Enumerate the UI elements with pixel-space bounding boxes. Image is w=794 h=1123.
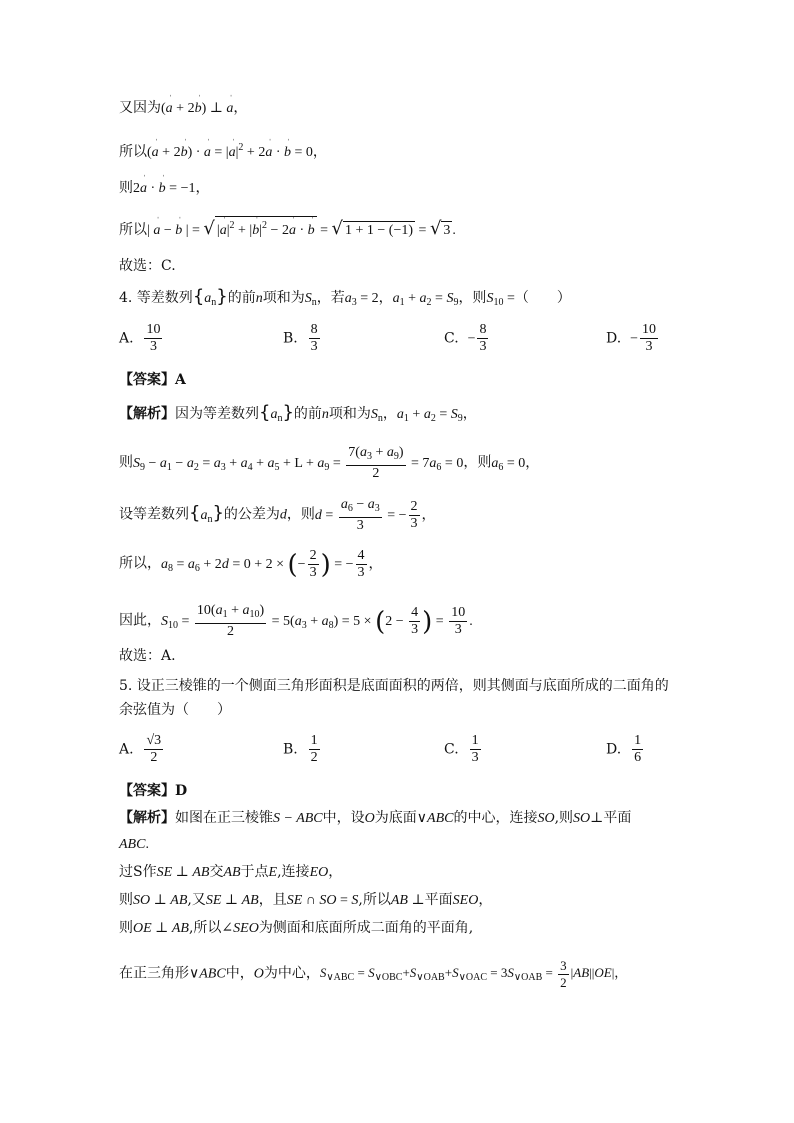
solution-line-5: 因此，$S_{10}$ = $\frac{10(a_1 + a_{10})}{2}$ = $5(a_3 + a_8) = 5 \times (2$ − $\frac{4}{3}$ ) = $\frac{10}{3}$ . <box>119 603 473 639</box>
q5-solution-line-6: 在正三角形∨ABC中，O为中心，$S_{\vee ABC} = S_{\vee OBC}+S_{\vee OAB}+S_{\vee OAC} = 3S_{\vee OAB}$ = $\frac{3}{2}$ |AB||OE|， <box>119 958 628 990</box>
option-numerator: 8 <box>479 322 487 337</box>
line-magnitude <box>119 216 456 241</box>
q5-sol-4d: ,所以 <box>358 892 391 908</box>
q5-option-d <box>606 733 645 766</box>
text-suo-yi-2: 所以 <box>119 222 147 238</box>
option-label: A. <box>119 330 134 347</box>
q5-sol-3d: ,连接 <box>277 864 310 880</box>
line-perpendicular <box>119 98 247 119</box>
sol-4a: 所以， <box>119 555 161 572</box>
q5-solution-line-4: 则SO ⊥ AB,又SE ⊥ AB，且SE ∩ SO = S,所以AB ⊥平面SEO， <box>119 892 493 908</box>
q4-option-c <box>444 322 490 355</box>
q5-option-b <box>283 733 322 766</box>
choice-a-line: 故选：A. <box>119 648 176 664</box>
q5-solution-line-1: 【解析】如图在正三棱锥S − ABC中，设O为底面∨ABC的中心，连接SO,则SO⊥平面 <box>119 810 632 826</box>
choice-c-line: 故选：C. <box>119 258 176 274</box>
answer-label-d: 【答案】D <box>119 783 188 799</box>
answer-label-a: 【答案】A <box>119 372 186 388</box>
text-ze: 则 <box>119 180 133 196</box>
sol-3b: 的公差为 <box>223 506 280 523</box>
option-label: D. <box>606 741 622 758</box>
option-sign: − <box>467 331 476 347</box>
option-denominator: 3 <box>149 339 157 354</box>
q5-sol-4e: 平面 <box>424 892 453 908</box>
text-suo-yi: 所以 <box>119 144 147 160</box>
option-sign: − <box>630 331 638 347</box>
text-you-yin-wei: 又因为 <box>119 100 161 116</box>
option-denominator: 3 <box>471 750 479 765</box>
q5-sol-1e: ,则 <box>554 810 574 826</box>
q4-text-4: ，若 <box>316 290 345 306</box>
q5-sol-5b: ,所以 <box>188 920 222 936</box>
formula-perp: (ˈ a + 2ˈ b) ⊥ ˈ a， <box>161 101 247 116</box>
option-label: D. <box>606 330 622 347</box>
option-denominator: 2 <box>310 750 318 765</box>
solution-line-4: 所以，$a_8 = a_6 + 2d = 0 + 2$ × (− $\frac{2}{3}$ ) = − $\frac{4}{3}$ ， <box>119 548 383 580</box>
sol-3a: 设等差数列 <box>119 506 189 523</box>
q5-sol-5c: 为侧面和底面所成二面角的平面角, <box>258 920 474 936</box>
q5-sol-3c: 于点 <box>240 864 269 880</box>
q5-sol-4b: ,又 <box>187 892 206 908</box>
sol-2b: ，则 <box>463 454 492 471</box>
q4-text-6: （ ） <box>514 290 571 306</box>
option-numerator: 10 <box>146 322 161 337</box>
option-label: A. <box>119 741 134 758</box>
q5-sol-1d: 的中心，连接 <box>453 810 538 826</box>
solution-line-2: 则$S_9 - a_1 - a_2 = a_3 + a_4 + a_5 + L + a_9$ = $\frac{7(a_3 + a_9)}{2}$ = $7a_6 = 0$，则$a_6 = 0$， <box>119 445 540 481</box>
option-numerator: 1 <box>634 733 642 748</box>
q5-sol-6c: 为中心， <box>263 965 320 982</box>
q5-sol-5a: 则 <box>119 920 133 936</box>
q5-sol-1b: 中，设 <box>322 810 365 826</box>
question-5-stem-2: 余弦值为（ ） <box>119 702 231 718</box>
option-numerator: √3 <box>146 733 162 748</box>
formula-magnitude: | ˈ a − ˈ b | = √ |ˈ $a|^2$ + |ˈ $b|^2$ − 2ˈ a · ˈ b = √ 1 + 1 − (−1) = √ 3 . <box>147 223 456 238</box>
option-label: C. <box>444 741 459 758</box>
option-denominator: 3 <box>645 339 653 354</box>
solution-line-1: 【解析】因为等差数列$\{a_n\}$的前n项和为$S_n$，$a_1 + a_2 = S_9$， <box>119 402 477 424</box>
q4-option-a <box>119 322 164 355</box>
sol-1b: 的前 <box>293 406 322 422</box>
sol-1a: 因为等差数列 <box>175 406 259 422</box>
option-denominator: 3 <box>479 339 487 354</box>
q5-solution-line-5: 则OE ⊥ AB,所以∠SEO为侧面和底面所成二面角的平面角, <box>119 920 474 936</box>
line-result <box>119 178 209 199</box>
sol-2a: 则 <box>119 454 133 471</box>
formula-dot: (ˈ a + 2ˈ b) · ˈ a = |ˈ $a|^2$ + 2ˈ a · ˈ b = 0， <box>147 145 327 160</box>
option-numerator: 10 <box>642 322 656 337</box>
q5-sol-6a: 在正三角形 <box>119 965 189 982</box>
q5-sol-6b: 中， <box>225 965 254 982</box>
q5-sol-3a: 过S作 <box>119 864 157 880</box>
solution-line-3: 设等差数列$\{a_n\}$的公差为d，则d = $\frac{a_6 - a_3}{3}$ = − $\frac{2}{3}$ ， <box>119 497 436 533</box>
solution-label: 【解析】 <box>119 406 175 422</box>
q4-option-b <box>283 322 322 355</box>
q5-option-c <box>444 733 483 766</box>
line-dot-product <box>119 138 327 163</box>
question-5-stem-1: 5. 设正三棱锥的一个侧面三角形面积是底面面积的两倍，则其侧面与底面所成的二面角的 <box>119 678 669 694</box>
q4-text-3: 项和为 <box>262 290 305 306</box>
option-numerator: 1 <box>310 733 318 748</box>
sol-5a: 因此， <box>119 612 161 629</box>
q5-option-a <box>119 733 165 766</box>
q5-sol-4a: 则 <box>119 892 133 908</box>
option-denominator: 3 <box>310 339 318 354</box>
q4-text-5: ，则 <box>458 290 487 306</box>
option-label: B. <box>283 741 298 758</box>
q4-text-2: 的前 <box>227 290 256 306</box>
q5-sol-3b: 交 <box>209 864 224 880</box>
q4-text-1: 4. 等差数列 <box>119 290 193 306</box>
answer-a <box>119 370 186 390</box>
formula-ab: 2ˈ a · ˈ b = −1， <box>133 181 209 196</box>
answer-d <box>119 781 187 801</box>
question-4-stem: 4. 等差数列$\{a_n\}$的前n项和为$S_n$，若$a_3 = 2$，$a_1 + a_2 = S_9$，则$S_{10}$ =（ ） <box>119 286 571 308</box>
q5-sol-1f: 平面 <box>603 810 632 826</box>
sol-1c: 项和为 <box>328 406 371 422</box>
option-denominator: 6 <box>634 750 642 765</box>
option-denominator: 2 <box>150 750 158 765</box>
option-label: B. <box>283 330 298 347</box>
q5-sol-1a: 如图在正三棱锥 <box>175 810 273 826</box>
option-numerator: 1 <box>471 733 479 748</box>
option-numerator: 8 <box>310 322 318 337</box>
q5-solution-line-3: 过S作SE ⊥ AB交AB于点E,连接EO， <box>119 864 343 880</box>
q5-solution-line-2: ABC. <box>119 837 149 852</box>
q5-sol-4c: ，且 <box>258 892 287 908</box>
q4-option-d <box>606 322 660 355</box>
option-label: C. <box>444 330 459 347</box>
solution-label-2: 【解析】 <box>119 810 175 826</box>
sol-3c: ，则 <box>286 506 315 523</box>
q5-sol-1c: 为底面 <box>374 810 417 826</box>
